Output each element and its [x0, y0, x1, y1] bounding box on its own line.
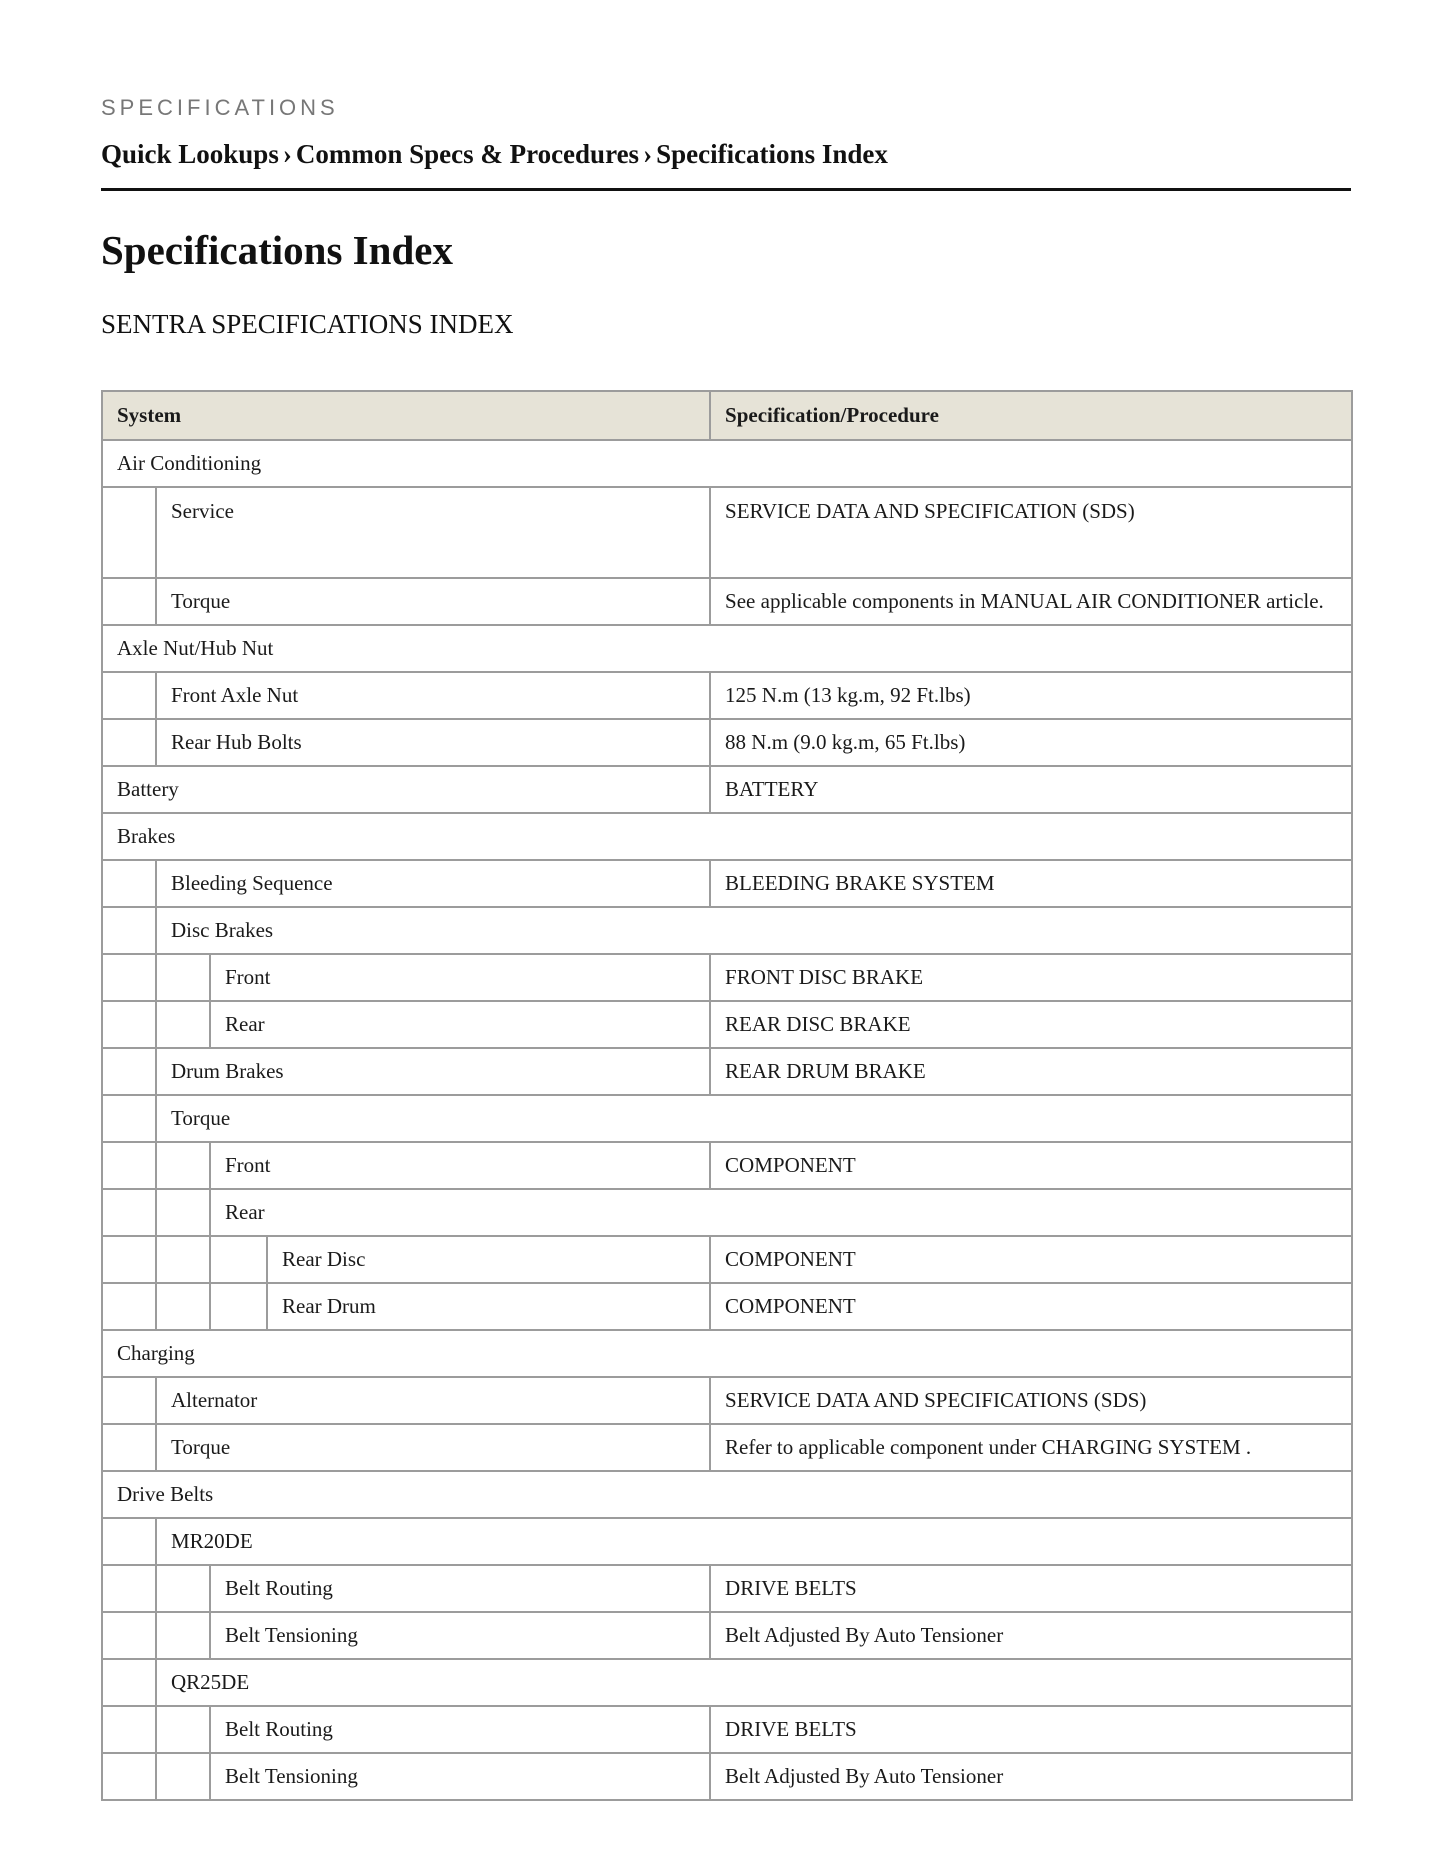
indent-cell — [102, 1565, 156, 1612]
indent-cell — [156, 1565, 210, 1612]
specification-cell: COMPONENT — [710, 1236, 1352, 1283]
table-row — [102, 1189, 1352, 1236]
system-cell: Torque — [156, 578, 710, 625]
specification-cell: SERVICE DATA AND SPECIFICATIONS (SDS) — [710, 1377, 1352, 1424]
table-row — [102, 766, 1352, 813]
indent-cell — [156, 1142, 210, 1189]
indent-cell — [102, 1659, 156, 1706]
table-row — [102, 1471, 1352, 1518]
indent-cell — [102, 1142, 156, 1189]
specification-cell: 88 N.m (9.0 kg.m, 65 Ft.lbs) — [710, 719, 1352, 766]
specification-cell: Belt Adjusted By Auto Tensioner — [710, 1612, 1352, 1659]
indent-cell — [102, 1518, 156, 1565]
indent-cell — [102, 1706, 156, 1753]
indent-cell — [156, 1236, 210, 1283]
system-cell: Service — [156, 487, 710, 578]
table-row — [102, 1236, 1352, 1283]
indent-cell — [102, 860, 156, 907]
section-eyebrow: SPECIFICATIONS — [101, 95, 339, 120]
indent-cell — [102, 719, 156, 766]
indent-cell — [156, 1753, 210, 1800]
specifications-table — [101, 390, 1353, 1801]
indent-cell — [156, 1001, 210, 1048]
indent-cell — [102, 672, 156, 719]
indent-cell — [210, 1236, 267, 1283]
table-row — [102, 1612, 1352, 1659]
system-cell: Rear — [210, 1001, 710, 1048]
table-row — [102, 813, 1352, 860]
specification-cell: DRIVE BELTS — [710, 1565, 1352, 1612]
breadcrumb-item-common-specs[interactable]: Common Specs & Procedures — [295, 139, 640, 169]
table-row — [102, 1283, 1352, 1330]
indent-cell — [102, 1377, 156, 1424]
specification-cell: REAR DRUM BRAKE — [710, 1048, 1352, 1095]
table-header-row — [102, 391, 1352, 440]
table-row — [102, 440, 1352, 487]
system-cell: Belt Routing — [210, 1565, 710, 1612]
table-row — [102, 860, 1352, 907]
table-row — [102, 1142, 1352, 1189]
specification-cell: DRIVE BELTS — [710, 1706, 1352, 1753]
indent-cell — [102, 1424, 156, 1471]
table-row — [102, 1659, 1352, 1706]
system-cell: Disc Brakes — [156, 907, 1352, 954]
table-row — [102, 625, 1352, 672]
header-divider — [101, 188, 1351, 191]
specification-cell: Belt Adjusted By Auto Tensioner — [710, 1753, 1352, 1800]
specification-cell: FRONT DISC BRAKE — [710, 954, 1352, 1001]
table-row — [102, 1518, 1352, 1565]
table-row — [102, 672, 1352, 719]
system-cell: MR20DE — [156, 1518, 1352, 1565]
system-cell: Rear Hub Bolts — [156, 719, 710, 766]
table-row — [102, 954, 1352, 1001]
indent-cell — [102, 954, 156, 1001]
indent-cell — [156, 1706, 210, 1753]
indent-cell — [102, 487, 156, 578]
indent-cell — [102, 907, 156, 954]
indent-cell — [156, 1189, 210, 1236]
table-row — [102, 1565, 1352, 1612]
table-row — [102, 1001, 1352, 1048]
specification-cell: 125 N.m (13 kg.m, 92 Ft.lbs) — [710, 672, 1352, 719]
table-row — [102, 719, 1352, 766]
system-cell: Torque — [156, 1424, 710, 1471]
system-cell: Front — [210, 1142, 710, 1189]
breadcrumb-item-current: Specifications Index — [656, 139, 888, 169]
breadcrumb-separator: › — [643, 139, 653, 169]
system-cell: Drive Belts — [102, 1471, 1352, 1518]
specification-cell: SERVICE DATA AND SPECIFICATION (SDS) — [710, 487, 1352, 578]
indent-cell — [156, 1283, 210, 1330]
system-cell: Charging — [102, 1330, 1352, 1377]
table-row — [102, 578, 1352, 625]
table-row — [102, 1095, 1352, 1142]
specification-cell: BATTERY — [710, 766, 1352, 813]
specification-cell: BLEEDING BRAKE SYSTEM — [710, 860, 1352, 907]
system-cell: Bleeding Sequence — [156, 860, 710, 907]
system-cell: Drum Brakes — [156, 1048, 710, 1095]
indent-cell — [102, 578, 156, 625]
table-row — [102, 1706, 1352, 1753]
breadcrumb-item-quick-lookups[interactable]: Quick Lookups — [101, 139, 279, 169]
system-cell: Belt Tensioning — [210, 1612, 710, 1659]
page-subtitle: SENTRA SPECIFICATIONS INDEX — [101, 309, 514, 339]
column-header-specification: Specification/Procedure — [710, 391, 1352, 440]
specification-cell: Refer to applicable component under CHARGING SYSTEM . — [710, 1424, 1352, 1471]
breadcrumb — [101, 139, 888, 170]
indent-cell — [102, 1095, 156, 1142]
specification-cell: COMPONENT — [710, 1283, 1352, 1330]
system-cell: Front Axle Nut — [156, 672, 710, 719]
system-cell: Air Conditioning — [102, 440, 1352, 487]
system-cell: Rear — [210, 1189, 1352, 1236]
system-cell: Torque — [156, 1095, 1352, 1142]
table-row — [102, 1048, 1352, 1095]
system-cell: Alternator — [156, 1377, 710, 1424]
indent-cell — [156, 1612, 210, 1659]
page-title: Specifications Index — [101, 227, 453, 273]
system-cell: Belt Routing — [210, 1706, 710, 1753]
table-row — [102, 487, 1352, 578]
system-cell: Battery — [102, 766, 710, 813]
system-cell: Front — [210, 954, 710, 1001]
table-row — [102, 1753, 1352, 1800]
specification-cell: COMPONENT — [710, 1142, 1352, 1189]
breadcrumb-separator: › — [282, 139, 292, 169]
indent-cell — [102, 1189, 156, 1236]
system-cell: QR25DE — [156, 1659, 1352, 1706]
system-cell: Brakes — [102, 813, 1352, 860]
indent-cell — [102, 1612, 156, 1659]
indent-cell — [102, 1001, 156, 1048]
system-cell: Rear Drum — [267, 1283, 710, 1330]
indent-cell — [102, 1048, 156, 1095]
system-cell: Rear Disc — [267, 1236, 710, 1283]
specification-cell: See applicable components in MANUAL AIR CONDITIONER article. — [710, 578, 1352, 625]
table-row — [102, 1330, 1352, 1377]
system-cell: Axle Nut/Hub Nut — [102, 625, 1352, 672]
table-row — [102, 1424, 1352, 1471]
system-cell: Belt Tensioning — [210, 1753, 710, 1800]
table-row — [102, 907, 1352, 954]
column-header-system: System — [102, 391, 710, 440]
indent-cell — [210, 1283, 267, 1330]
table-row — [102, 1377, 1352, 1424]
indent-cell — [102, 1283, 156, 1330]
indent-cell — [102, 1753, 156, 1800]
indent-cell — [156, 954, 210, 1001]
specification-cell: REAR DISC BRAKE — [710, 1001, 1352, 1048]
indent-cell — [102, 1236, 156, 1283]
